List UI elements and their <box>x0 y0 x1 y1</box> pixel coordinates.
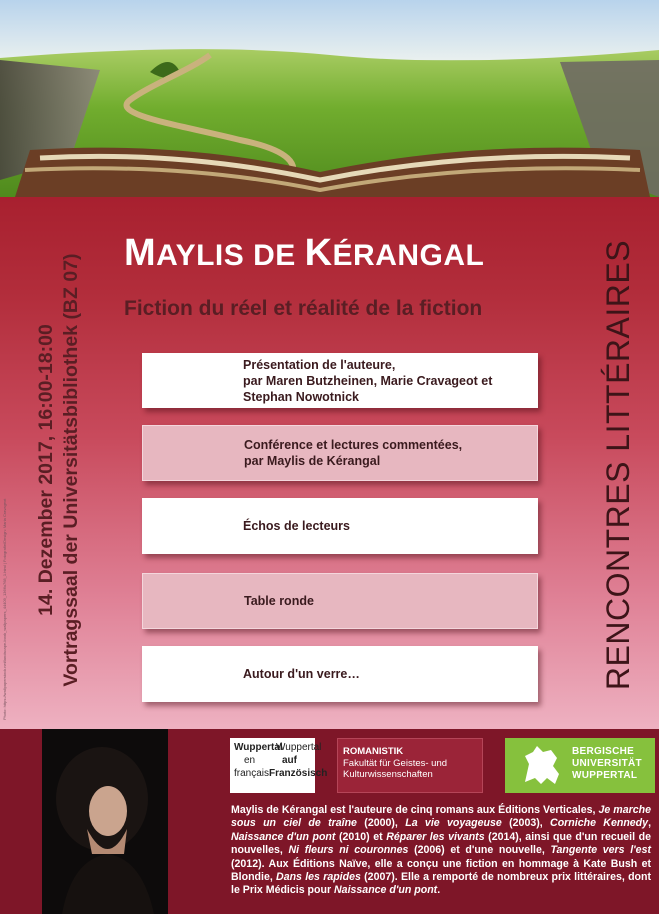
event-date: 14. Dezember 2017, 16:00-18:00 <box>35 324 57 616</box>
subtitle: Fiction du réel et réalité de la fiction <box>124 297 483 320</box>
event-venue: Vortragssaal der Universitätsbibliothek (BZ 07) <box>60 253 82 687</box>
program-item-conference: Conférence et lectures commentées, par Maylis de Kérangal <box>142 425 538 481</box>
hero-image <box>0 0 659 197</box>
program-item-table-ronde: Table ronde <box>142 573 538 629</box>
author-biography: Maylis de Kérangal est l'auteure de cinq romans aux Éditions Verticales, Je marche sous un ciel de traîne (2000), La vie voyageuse (2003), Corniche Kennedy, Naissance d'un pont (2010) et Réparer les vivants (2014), ainsi que d'un recueil de nouvelles, Ni fleurs ni couronnes (2006) et d'une nouvelle, Tangente vers l'est (2012). Aux Éditions Naïve, elle a conçu une fiction en hommage à Kate Bush et Blondie, Dans les rapides (2007). Elle a remporté de nombreux prix littéraires, dont le Prix Médicis pour Naissance d'un pont. <box>231 804 652 897</box>
program-item-echos: Échos de lecteurs <box>142 498 538 554</box>
romanistik-logo: ROMANISTIK Fakultät für Geistes- und Kulturwissenschaften <box>337 738 483 793</box>
photo-credit: Photo: https://wallpaperstock.net/landscape-book_wallpapers_44409_1366x768_1.html | Fotografie/Design: Maria Cravageot <box>2 498 7 720</box>
buw-logo: BERGISCHE UNIVERSITÄT WUPPERTAL <box>505 738 655 793</box>
program-item-presentation: Présentation de l'auteure, par Maren Butzheinen, Marie Cravageot et Stephan Nowotnick <box>142 353 538 408</box>
author-portrait <box>42 729 168 914</box>
author-title: MAYLIS DE KÉRANGAL <box>124 232 485 274</box>
series-title: RENCONTRES LITTÉRAIRES <box>600 239 636 691</box>
open-book-landscape-image <box>0 0 659 197</box>
program-item-verre: Autour d'un verre… <box>142 646 538 702</box>
date-venue <box>34 235 94 705</box>
wuppertal-auf-franzoesisch-logo: Wuppertal Wuppertal en auf français Französisch <box>230 738 315 793</box>
lion-icon <box>517 744 567 788</box>
